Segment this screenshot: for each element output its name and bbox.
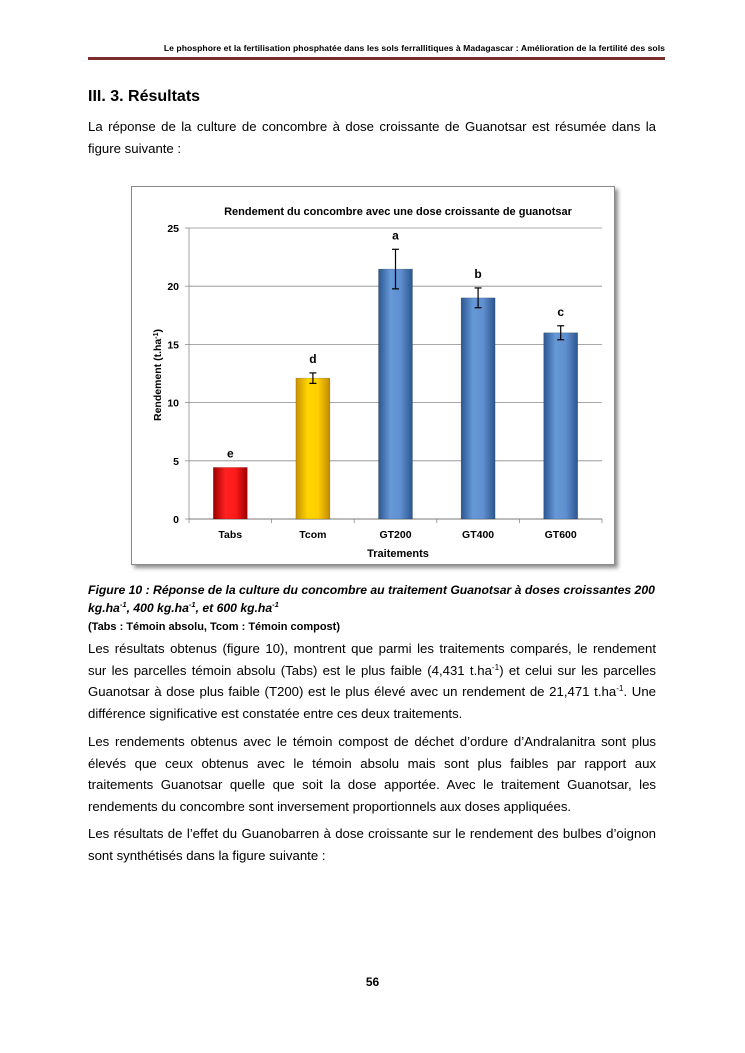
significance-letter: e [226, 446, 234, 461]
p1-part-b: ) et celui sur les parcelles Guanotsar à dose plus faible (T200) est le plus élevé avec un rendement de 21,471 t.ha [88, 662, 656, 699]
y-axis-label-sup: -1 [152, 332, 160, 339]
header-rule [88, 57, 665, 60]
x-tick-label: Tabs [218, 529, 243, 541]
caption-unit-3: , et 600 kg.ha [195, 601, 273, 615]
p1-part-a: Les résultats obtenus (figure 10), montrent que parmi les traitements comparés, le rendement sur les parcelles témoin absolu (Tabs) est le plus faible (4,431 t.ha [88, 641, 656, 678]
x-axis-label: Traitements [367, 548, 429, 560]
caption-sup-1: -1 [119, 600, 127, 610]
results-paragraph-3: Les résultats de l’effet du Guanobarren à dose croissante sur le rendement des bulbes d’oignon sont synthétisés dans la figure suivante : [88, 826, 656, 863]
p1-part-c: . Une différence significative est constatée entre ces deux traitements. [88, 684, 656, 721]
bar-gt600 [544, 333, 578, 519]
figure-caption [88, 581, 656, 636]
chart-frame [131, 186, 615, 565]
y-axis-label-end: ) [152, 329, 164, 333]
y-axis-label-text: Rendement (t.ha [152, 338, 164, 421]
x-tick-label: GT400 [462, 529, 495, 541]
results-paragraph-2: Les rendements obtenus avec le témoin compost de déchet d’ordure d’Andralanitra sont plus élevés que ceux obtenus avec le témoin absolu mais sont plus faibles par rapport aux traitements Guanotsar quelle que soit la dose apportée. Avec le traitement Guanotsar, les rendements du concombre sont inversement proportionnels aux doses appliquées. [88, 734, 656, 814]
running-header: Le phosphore et la fertilisation phosphatée dans les sols ferrallitiques à Madagascar : Amélioration de la fertilité des sols [163, 43, 665, 53]
x-tick-label: GT200 [379, 529, 412, 541]
bar-chart [132, 187, 614, 564]
intro-paragraph: La réponse de la culture de concombre à dose croissante de Guanotsar est résumée dans la figure suivante : [88, 119, 656, 156]
y-tick-label: 20 [167, 281, 179, 294]
p1-sup-1: -1 [491, 662, 500, 672]
caption-note: (Tabs : Témoin absolu, Tcom : Témoin compost) [88, 621, 340, 633]
chart-title: Rendement du concombre avec une dose croissante de guanotsar [224, 206, 572, 218]
caption-sup-2: -1 [188, 600, 196, 610]
caption-unit-2: , 400 kg.ha [126, 601, 189, 615]
y-tick-label: 10 [167, 397, 179, 410]
section-title: III. 3. Résultats [88, 88, 201, 105]
y-tick-label: 0 [173, 514, 179, 526]
y-tick-label: 5 [173, 455, 179, 468]
bar-tabs [213, 467, 247, 519]
caption-label: Figure 10 : Réponse de la culture du concombre au traitement Guanotsar à doses croissantes 200 [88, 583, 655, 597]
y-tick-label: 25 [167, 223, 179, 235]
significance-letter: b [474, 266, 482, 281]
bar-gt400 [461, 298, 495, 519]
bar-tcom [296, 378, 330, 519]
significance-letter: d [309, 351, 317, 366]
y-axis-label [152, 329, 164, 421]
y-tick-label: 15 [167, 339, 179, 352]
p1-sup-2: -1 [616, 684, 624, 694]
x-tick-label: GT600 [544, 529, 577, 541]
significance-letter: c [557, 304, 565, 319]
page-number: 56 [365, 975, 380, 989]
bar-gt200 [379, 269, 413, 519]
results-paragraph-1 [88, 638, 656, 724]
caption-sup-3: -1 [272, 600, 279, 610]
x-tick-label: Tcom [299, 529, 327, 541]
caption-unit-1: kg.ha [88, 601, 120, 615]
significance-letter: a [392, 228, 399, 243]
